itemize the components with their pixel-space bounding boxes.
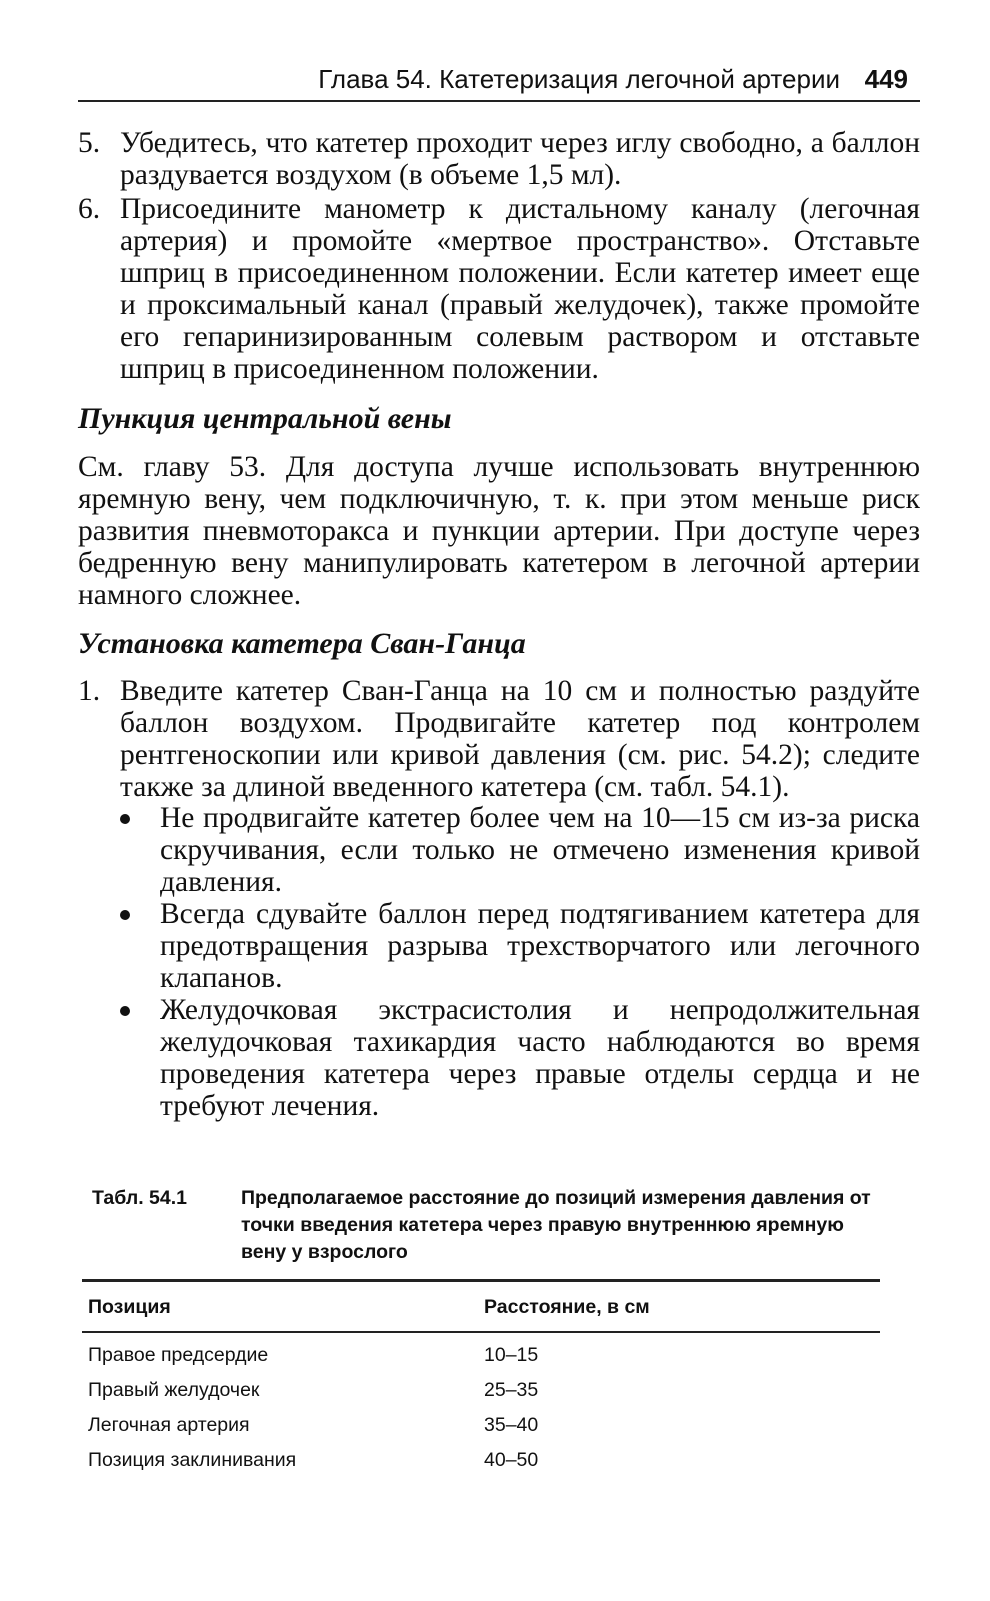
table-cell-position: Позиция заклинивания bbox=[88, 1449, 297, 1471]
step-number: 6. bbox=[78, 193, 101, 225]
step-5 bbox=[78, 127, 920, 191]
table-cell-position: Правый желудочек bbox=[88, 1379, 260, 1401]
step-6 bbox=[78, 193, 920, 385]
bullet-icon bbox=[120, 910, 130, 920]
table-cell-distance: 25–35 bbox=[484, 1379, 539, 1401]
bullet-item bbox=[120, 802, 920, 898]
table-label: Табл. 54.1 bbox=[92, 1187, 188, 1209]
bullet-text: Желудочковая экстрасистолия и непродолжительная желудочковая тахикардия часто наблюдаются во время проведения катетера через правые отделы сердца и не требуют лечения. bbox=[160, 994, 920, 1122]
step-1 bbox=[78, 675, 920, 803]
section-heading-swan-ganz: Установка катетера Сван-Ганца bbox=[78, 627, 526, 660]
bullet-text: Не продвигайте катетер более чем на 10—15 см из-за риска скручивания, если только не отмечено изменения кривой давления. bbox=[160, 802, 920, 898]
step-text: Введите катетер Сван-Ганца на 10 см и полностью раздуйте баллон воздухом. Продвигайте катетер под контролем рентгеноскопии или кривой давления (см. рис. 54.2); следите также за длиной введенного катетера (см. табл. 54.1). bbox=[120, 675, 920, 803]
table-cell-distance: 35–40 bbox=[484, 1414, 539, 1436]
bullet-icon bbox=[120, 814, 130, 824]
table-top-rule bbox=[82, 1279, 880, 1282]
column-header-position: Позиция bbox=[88, 1296, 171, 1318]
step-number: 1. bbox=[78, 675, 101, 707]
page-number: 449 bbox=[864, 64, 908, 94]
section-heading-central-vein: Пункция центральной вены bbox=[78, 402, 452, 435]
bullet-item bbox=[120, 994, 920, 1122]
table-header-rule bbox=[82, 1331, 880, 1333]
table-cell-position: Правое предсердие bbox=[88, 1344, 269, 1366]
bullet-text: Всегда сдувайте баллон перед подтягиванием катетера для предотвращения разрыва трехстворчатого или легочного клапанов. bbox=[160, 898, 920, 994]
table-cell-position: Легочная артерия bbox=[88, 1414, 250, 1436]
column-header-distance: Расстояние, в см bbox=[484, 1296, 650, 1318]
bullet-icon bbox=[120, 1006, 130, 1016]
step-text: Убедитесь, что катетер проходит через иглу свободно, а баллон раздувается воздухом (в объеме 1,5 мл). bbox=[120, 127, 920, 191]
table-caption: Предполагаемое расстояние до позиций измерения давления от точки введения катетера через правую внутреннюю яремную вену у взрослого bbox=[241, 1187, 871, 1263]
step-number: 5. bbox=[78, 127, 101, 159]
table-cell-distance: 40–50 bbox=[484, 1449, 539, 1471]
section-paragraph-central-vein: См. главу 53. Для доступа лучше использовать внутреннюю яремную вену, чем подключичную, т. к. при этом меньше риск развития пневмоторакса и пункции артерии. При доступе через бедренную вену манипулировать катетером в легочной артерии намного сложнее. bbox=[78, 451, 920, 611]
step-text: Присоедините манометр к дистальному каналу (легочная артерия) и промойте «мертвое пространство». Отставьте шприц в присоединенном положении. Если катетер имеет еще и проксимальный канал (правый желудочек), также промойте его гепаринизированным солевым раствором и отставьте шприц в присоединенном положении. bbox=[120, 193, 920, 385]
bullet-item bbox=[120, 898, 920, 994]
running-header bbox=[78, 60, 920, 102]
chapter-title: Глава 54. Катетеризация легочной артерии bbox=[318, 64, 840, 94]
table-cell-distance: 10–15 bbox=[484, 1344, 539, 1366]
